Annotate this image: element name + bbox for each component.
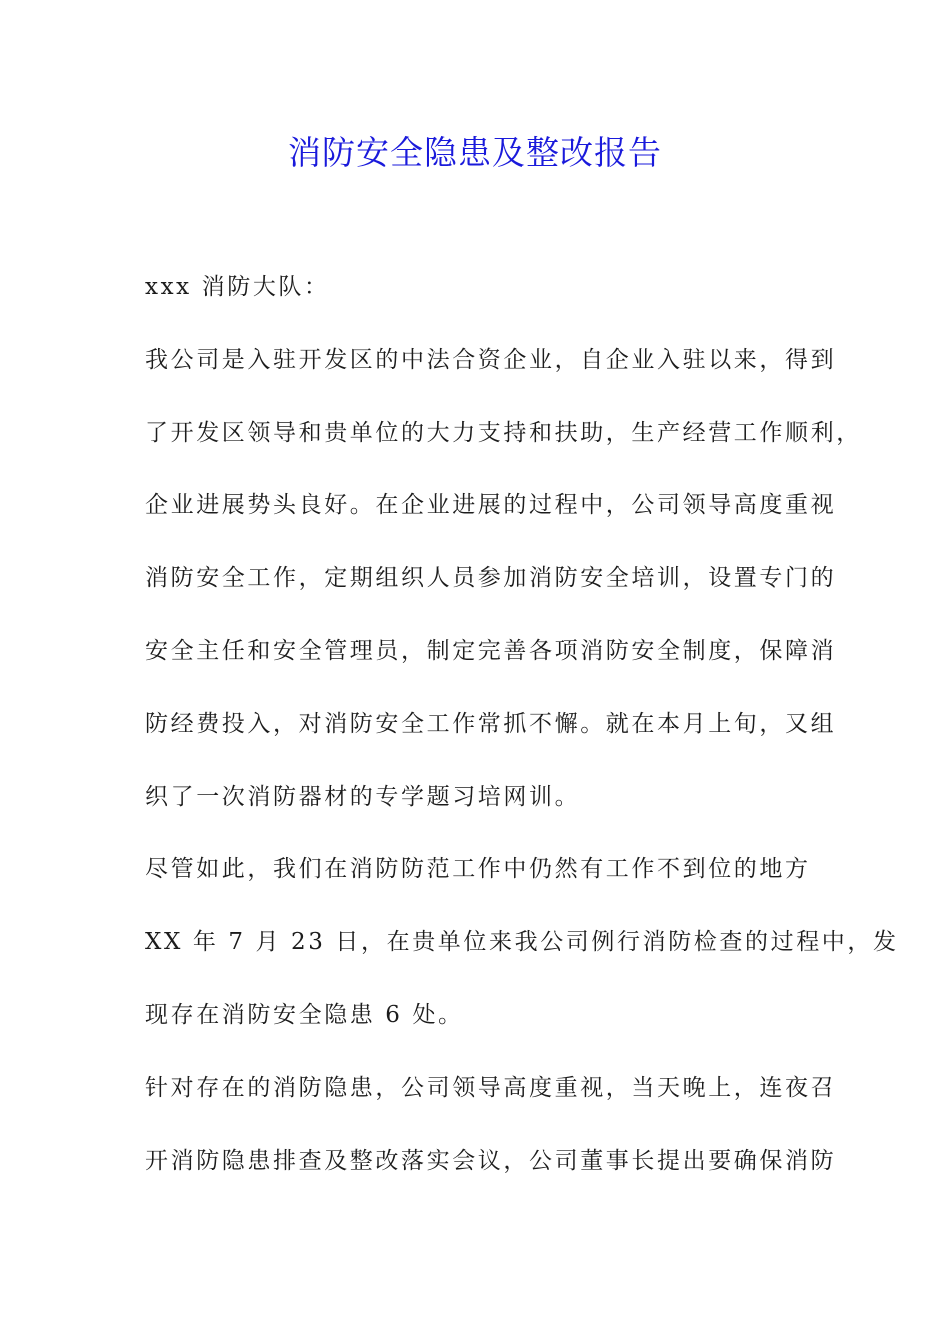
body-line: XX 年 7 月 23 日，在贵单位来我公司例行消防检查的过程中，发 <box>145 929 899 956</box>
body-line: 企业进展势头良好。在企业进展的过程中，公司领导高度重视 <box>145 492 837 519</box>
body-line: 了开发区领导和贵单位的大力支持和扶助，生产经营工作顺利， <box>145 419 862 446</box>
document-title: 消防安全隐患及整改报告 <box>288 133 662 172</box>
body-line: 我公司是入驻开发区的中法合资企业，自企业入驻以来，得到 <box>145 346 837 373</box>
body-line: 开消防隐患排查及整改落实会议，公司董事长提出要确保消防 <box>145 1147 837 1174</box>
salutation-line: xxx 消防大队： <box>145 274 330 300</box>
body-line: 消防安全工作，定期组织人员参加消防安全培训，设置专门的 <box>145 565 837 592</box>
body-line: 防经费投入，对消防安全工作常抓不懈。就在本月上旬，又组 <box>145 710 837 737</box>
body-line: 现存在消防安全隐患 6 处。 <box>145 1001 464 1028</box>
body-line: 针对存在的消防隐患，公司领导高度重视，当天晚上，连夜召 <box>145 1074 837 1101</box>
body-line: 安全主任和安全管理员，制定完善各项消防安全制度，保障消 <box>145 637 837 664</box>
document-body <box>145 258 899 1204</box>
body-line: 织了一次消防器材的专学题习培网训。 <box>145 783 581 810</box>
body-line: 尽管如此，我们在消防防范工作中仍然有工作不到位的地方 <box>145 856 811 883</box>
